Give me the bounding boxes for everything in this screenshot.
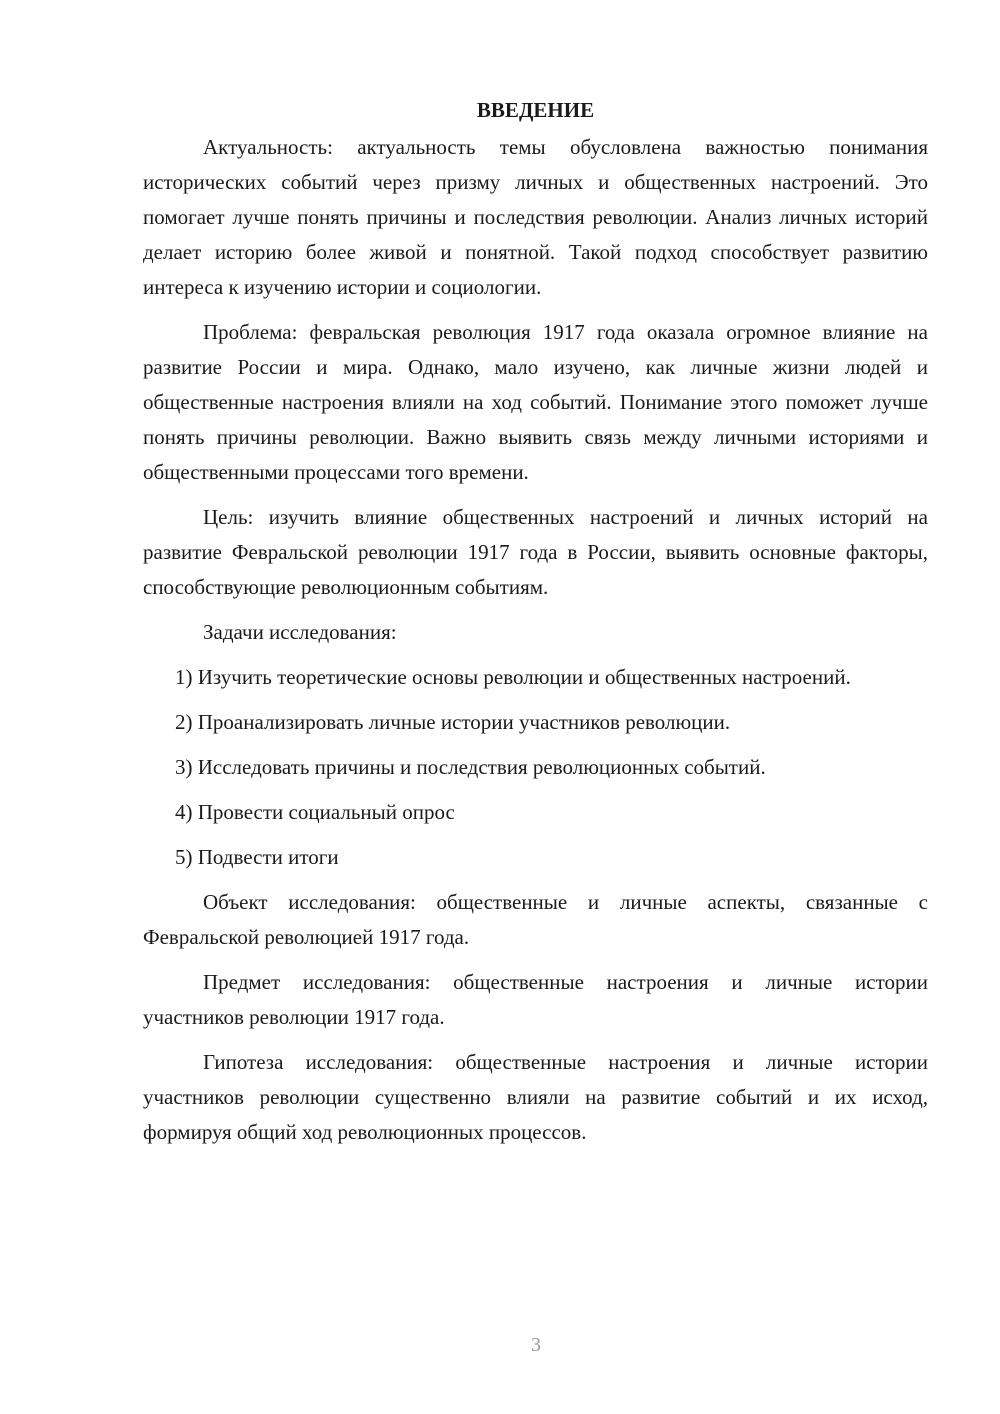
task-item-3: 3) Исследовать причины и последствия революционных событий.: [175, 755, 766, 779]
paragraph-subject: Предмет исследования: общественные настроения и личные истории участников революции 1917 года.: [143, 970, 928, 1029]
tasks-heading: Задачи исследования:: [203, 620, 397, 644]
task-item-4: 4) Провести социальный опрос: [175, 800, 455, 824]
paragraph-object: Объект исследования: общественные и личные аспекты, связанные с Февральской революцией 1917 года.: [143, 890, 928, 949]
paragraph-goal: Цель: изучить влияние общественных настроений и личных историй на развитие Февральской революции 1917 года в России, выявить основные факторы, способствующие революционным событиям.: [143, 505, 928, 599]
task-item-2: 2) Проанализировать личные истории участников революции.: [175, 710, 731, 734]
paragraph-relevance: Актуальность: актуальность темы обусловлена важностью понимания исторических событий через призму личных и общественных настроений. Это помогает лучше понять причины и последствия революции. Анализ личных историй делает историю более живой и понятной. Такой подход способствует развитию интереса к изучению истории и социологии.: [143, 135, 928, 299]
document-page: [143, 95, 928, 1150]
task-item-1: 1) Изучить теоретические основы революции и общественных настроений.: [175, 665, 851, 689]
paragraph-hypothesis: Гипотеза исследования: общественные настроения и личные истории участников революции существенно влияли на развитие событий и их исход, формируя общий ход революционных процессов.: [143, 1050, 928, 1144]
task-item-5: 5) Подвести итоги: [175, 845, 339, 869]
page-number: 3: [531, 1334, 541, 1356]
section-heading: ВВЕДЕНИЕ: [476, 98, 595, 122]
paragraph-problem: Проблема: февральская революция 1917 года оказала огромное влияние на развитие России и мира. Однако, мало изучено, как личные жизни людей и общественные настроения влияли на ход событий. Понимание этого поможет лучше понять причины революции. Важно выявить связь между личными историями и общественными процессами того времени.: [143, 320, 928, 484]
